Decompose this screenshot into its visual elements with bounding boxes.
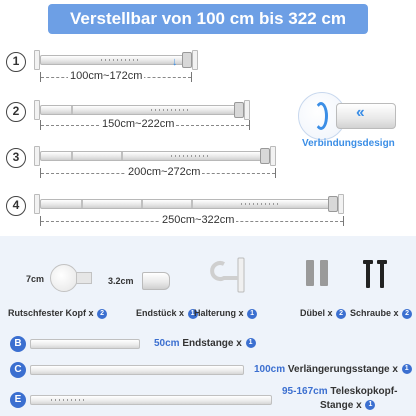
length-range: 150cm~222cm	[102, 118, 175, 130]
parts-panel	[0, 236, 416, 416]
wall-bracket-right	[192, 50, 198, 70]
accessory-end-piece	[100, 236, 195, 326]
screw-icon	[366, 260, 370, 288]
rod-letter-badge: C	[10, 362, 26, 378]
accessory-name: Dübel	[300, 308, 326, 318]
rod-x: x	[356, 400, 362, 411]
dimension-label: 3.2cm	[108, 276, 134, 286]
anti-slip-head	[234, 102, 244, 118]
configuration-4	[0, 192, 416, 242]
rod-label	[154, 338, 256, 349]
rod	[40, 105, 236, 115]
quantity-badge: 2	[336, 309, 346, 319]
rod	[40, 199, 330, 209]
screw-icon	[380, 260, 384, 288]
connection-design-label: Verbindungsdesign	[302, 138, 395, 149]
accessory-label	[350, 308, 412, 319]
quantity-badge: 2	[402, 309, 412, 319]
config-number: 1	[6, 52, 26, 72]
arrow-down-icon: ↓	[172, 56, 178, 68]
rod-x: x	[236, 338, 242, 349]
rod-joint	[71, 106, 73, 114]
telescopic-rod-icon	[30, 395, 272, 405]
rod-item-end-rod	[0, 334, 416, 356]
rod-name: Endstange	[182, 338, 234, 349]
rod-x: x	[392, 364, 398, 375]
dimension-label: 7cm	[26, 274, 45, 284]
adjust-holes	[171, 155, 211, 157]
rod-length: 100cm	[254, 364, 286, 375]
rod-item-extension-rod	[0, 360, 416, 382]
extension-rod-icon	[30, 365, 244, 375]
page-title: Verstellbar von 100 cm bis 322 cm	[48, 4, 368, 34]
quantity-badge: 1	[188, 309, 198, 319]
accessory-label	[300, 308, 346, 319]
rod-name-2: Stange	[320, 400, 354, 411]
rod-joint	[141, 200, 143, 208]
rod-name: Teleskopkopf-	[330, 386, 398, 397]
quantity-badge: 1	[402, 364, 412, 374]
holder-icon	[210, 256, 250, 296]
anti-slip-head-stem	[76, 272, 92, 284]
anti-slip-head	[182, 52, 192, 68]
rod-item-telescopic-rod	[0, 386, 416, 416]
adjust-holes	[51, 399, 87, 401]
accessory-x: x	[238, 308, 244, 318]
rotate-icon	[314, 102, 328, 130]
accessory-label	[8, 308, 107, 319]
quantity-badge: 2	[97, 309, 107, 319]
rod-joint	[71, 152, 73, 160]
chevrons-left-icon: ‹‹	[356, 104, 363, 121]
accessory-holder	[190, 236, 280, 326]
config-number: 4	[6, 196, 26, 216]
length-range: 250cm~322cm	[162, 214, 235, 226]
rod-joint	[191, 200, 193, 208]
end-piece-icon	[142, 272, 170, 290]
accessory-x: x	[88, 308, 94, 318]
length-range: 200cm~272cm	[128, 166, 201, 178]
anti-slip-head	[328, 196, 338, 212]
accessory-name: Schraube	[350, 308, 392, 318]
rod-name: Verlängerungsstange	[287, 364, 390, 375]
rod-label	[282, 386, 397, 397]
accessory-dowel	[290, 236, 350, 326]
rod-joint	[121, 152, 123, 160]
accessory-name: Endstück	[136, 308, 177, 318]
rod-label	[254, 364, 412, 375]
accessory-screw	[350, 236, 416, 326]
accessory-x: x	[393, 308, 399, 318]
accessory-name: Halterung	[194, 308, 237, 318]
rod-length: 95-167cm	[282, 386, 328, 397]
rod-joint	[81, 200, 83, 208]
wall-bracket-right	[244, 100, 250, 120]
rod	[40, 55, 184, 65]
rod	[40, 151, 262, 161]
connector-tube	[336, 103, 396, 129]
rod-length: 50cm	[154, 338, 180, 349]
accessory-anti-slip-head	[0, 236, 105, 326]
end-rod-icon	[30, 339, 140, 349]
connection-design-inset	[296, 92, 396, 154]
adjust-holes	[101, 59, 141, 61]
accessory-label	[194, 308, 257, 319]
length-range: 100cm~172cm	[70, 70, 143, 82]
accessory-label	[136, 308, 198, 319]
config-number: 3	[6, 148, 26, 168]
accessory-x: x	[327, 308, 333, 318]
quantity-badge: 1	[247, 309, 257, 319]
configuration-1	[0, 44, 416, 94]
adjust-holes	[241, 203, 281, 205]
dowel-icon	[306, 260, 314, 286]
anti-slip-head	[260, 148, 270, 164]
quantity-badge: 1	[365, 400, 375, 410]
rod-letter-badge: B	[10, 336, 26, 352]
wall-bracket-right	[338, 194, 344, 214]
rod-label-line2	[320, 400, 375, 411]
dowel-icon	[320, 260, 328, 286]
quantity-badge: 1	[246, 338, 256, 348]
rod-letter-badge: E	[10, 392, 26, 408]
anti-slip-head-icon	[50, 264, 78, 292]
accessory-name: Rutschfester Kopf	[8, 308, 87, 318]
config-number: 2	[6, 102, 26, 122]
accessory-x: x	[179, 308, 185, 318]
wall-bracket-right	[270, 146, 276, 166]
adjust-holes	[151, 109, 191, 111]
